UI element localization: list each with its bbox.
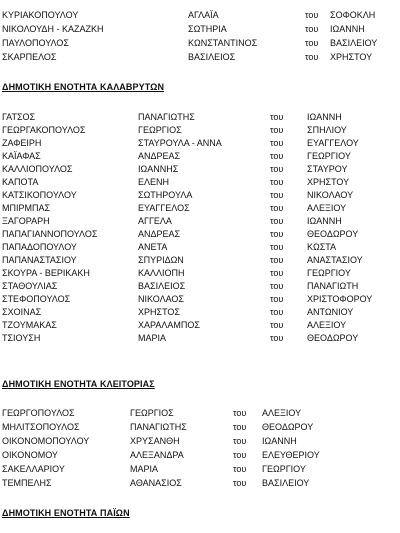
list-row	[0, 408, 400, 420]
surname: ΓΑΤΣΟΣ	[2, 112, 36, 122]
father-name: ΚΩΣΤΑ	[307, 242, 337, 252]
tou-word: του	[270, 112, 284, 122]
section-heading-kalavryton: ΔΗΜΟΤΙΚΗ ΕΝΟΤΗΤΑ ΚΑΛΑΒΡΥΤΩΝ	[2, 82, 165, 92]
surname: ΠΑΠΑΝΑΣΤΑΣΙΟΥ	[2, 255, 77, 265]
first-name: ΣΩΤΗΡΙΑ	[188, 24, 227, 34]
list-row	[0, 268, 400, 280]
first-name: ΣΤΑΥΡΟΥΛΑ - ΑΝΝΑ	[138, 138, 222, 148]
father-name: ΧΡΙΣΤΟΦΟΡΟΥ	[307, 294, 373, 304]
list-row	[0, 294, 400, 306]
father-name: ΘΕΟΔΩΡΟΥ	[307, 333, 359, 343]
first-name: ΑΓΓΕΛΑ	[138, 216, 172, 226]
first-name: ΧΑΡΑΛΑΜΠΟΣ	[138, 320, 200, 330]
surname: ΓΕΩΡΓΑΚΟΠΟΥΛΟΣ	[2, 125, 86, 135]
first-name: ΚΑΛΛΙΟΠΗ	[138, 268, 185, 278]
father-name: ΑΛΕΞΙΟΥ	[307, 203, 347, 213]
tou-word: του	[270, 333, 284, 343]
tou-word: του	[270, 320, 284, 330]
father-name: ΙΩΑΝΝΗ	[307, 216, 342, 226]
first-name: ΚΩΝΣΤΑΝΤΙΝΟΣ	[188, 38, 258, 48]
father-name: ΒΑΣΙΛΕΙΟΥ	[262, 478, 310, 488]
tou-word: του	[270, 268, 284, 278]
first-name: ΑΝΕΤΑ	[138, 242, 168, 252]
list-row	[0, 320, 400, 332]
father-name: ΙΩΑΝΝΗ	[307, 112, 342, 122]
surname: ΤΕΜΠΕΛΗΣ	[2, 478, 52, 488]
tou-word: του	[233, 450, 247, 460]
list-row	[0, 177, 400, 189]
tou-word: του	[270, 281, 284, 291]
father-name: ΣΟΦΟΚΛΗ	[330, 10, 376, 20]
first-name: ΓΕΩΡΓΙΟΣ	[130, 408, 174, 418]
first-name: ΣΠΥΡΙΔΩΝ	[138, 255, 184, 265]
section-heading-paion: ΔΗΜΟΤΙΚΗ ΕΝΟΤΗΤΑ ΠΑΪΩΝ	[2, 508, 130, 518]
first-name: ΒΑΣΙΛΕΙΟΣ	[138, 281, 186, 291]
first-name: ΑΘΑΝΑΣΙΟΣ	[130, 478, 182, 488]
first-name: ΣΩΤΗΡΟΥΛΑ	[138, 190, 193, 200]
tou-word: του	[270, 164, 284, 174]
surname: ΚΑΤΣΙΚΟΠΟΥΛΟΥ	[2, 190, 77, 200]
father-name: ΓΕΩΡΓΙΟΥ	[307, 151, 351, 161]
list-row	[0, 422, 400, 434]
tou-word: του	[233, 478, 247, 488]
list-row	[0, 333, 400, 345]
first-name: ΙΩΑΝΝΗΣ	[138, 164, 179, 174]
list-row	[0, 38, 400, 50]
list-row	[0, 203, 400, 215]
surname: ΜΗΛΙΤΣΟΠΟΥΛΟΣ	[2, 422, 80, 432]
tou-word: του	[305, 52, 319, 62]
tou-word: του	[233, 422, 247, 432]
tou-word: του	[270, 151, 284, 161]
list-row	[0, 151, 400, 163]
father-name: ΓΕΩΡΓΙΟΥ	[262, 464, 306, 474]
surname: ΣΑΚΕΛΛΑΡΙΟΥ	[2, 464, 65, 474]
first-name: ΝΙΚΟΛΑΟΣ	[138, 294, 184, 304]
surname: ΜΠΙΡΜΠΑΣ	[2, 203, 51, 213]
list-row	[0, 229, 400, 241]
list-row	[0, 478, 400, 490]
father-name: ΓΕΩΡΓΙΟΥ	[307, 268, 351, 278]
surname: ΠΑΠΑΔΟΠΟΥΛΟΥ	[2, 242, 77, 252]
surname: ΓΕΩΡΓΟΠΟΥΛΟΣ	[2, 408, 75, 418]
tou-word: του	[270, 125, 284, 135]
first-name: ΑΝΔΡΕΑΣ	[138, 151, 181, 161]
father-name: ΝΙΚΟΛΑΟΥ	[307, 190, 354, 200]
surname: ΣΚΟΥΡΑ - ΒΕΡΙΚΑΚΗ	[2, 268, 90, 278]
surname: ΣΚΑΡΠΕΛΟΣ	[2, 52, 57, 62]
first-name: ΕΥΑΓΓΕΛΟΣ	[138, 203, 190, 213]
surname: ΣΤΕΦΟΠΟΥΛΟΣ	[2, 294, 71, 304]
father-name: ΘΕΟΔΩΡΟΥ	[262, 422, 314, 432]
tou-word: του	[270, 307, 284, 317]
list-row	[0, 125, 400, 137]
surname: ΝΙΚΟΛΟΥΔΗ - ΚΑΖΑΖΚΗ	[2, 24, 104, 34]
father-name: ΣΤΑΥΡΟΥ	[307, 164, 348, 174]
father-name: ΙΩΑΝΝΗ	[262, 436, 297, 446]
first-name: ΕΛΕΝΗ	[138, 177, 170, 187]
tou-word: του	[270, 229, 284, 239]
father-name: ΧΡΗΣΤΟΥ	[307, 177, 350, 187]
first-name: ΜΑΡΙΑ	[138, 333, 167, 343]
first-name: ΒΑΣΙΛΕΙΟΣ	[188, 52, 236, 62]
surname: ΞΑΓΟΡΑΡΗ	[2, 216, 50, 226]
first-name: ΠΑΝΑΓΙΩΤΗΣ	[138, 112, 195, 122]
tou-word: του	[270, 138, 284, 148]
surname: ΟΙΚΟΝΟΜΟΥ	[2, 450, 58, 460]
list-row	[0, 281, 400, 293]
tou-word: του	[270, 216, 284, 226]
surname: ΚΑΪΑΦΑΣ	[2, 151, 41, 161]
tou-word: του	[270, 242, 284, 252]
first-name: ΑΛΕΞΑΝΔΡΑ	[130, 450, 184, 460]
father-name: ΠΑΝΑΓΙΩΤΗ	[307, 281, 359, 291]
first-name: ΓΕΩΡΓΙΟΣ	[138, 125, 182, 135]
tou-word: του	[233, 408, 247, 418]
father-name: ΕΥΑΓΓΕΛΟΥ	[307, 138, 359, 148]
list-row	[0, 190, 400, 202]
father-name: ΑΛΕΞΙΟΥ	[262, 408, 302, 418]
tou-word: του	[270, 203, 284, 213]
first-name: ΑΝΔΡΕΑΣ	[138, 229, 181, 239]
first-name: ΠΑΝΑΓΙΩΤΗΣ	[130, 422, 187, 432]
list-row	[0, 450, 400, 462]
father-name: ΙΩΑΝΝΗ	[330, 24, 365, 34]
surname: ΟΙΚΟΝΟΜΟΠΟΥΛΟΥ	[2, 436, 90, 446]
first-name: ΧΡΗΣΤΟΣ	[138, 307, 180, 317]
first-name: ΜΑΡΙΑ	[130, 464, 159, 474]
list-row	[0, 307, 400, 319]
tou-word: του	[305, 24, 319, 34]
first-name: ΧΡΥΣΑΝΘΗ	[130, 436, 180, 446]
section-heading-kleitorias: ΔΗΜΟΤΙΚΗ ΕΝΟΤΗΤΑ ΚΛΕΙΤΟΡΙΑΣ	[2, 379, 155, 389]
list-row	[0, 138, 400, 150]
father-name: ΕΛΕΥΘΕΡΙΟΥ	[262, 450, 320, 460]
tou-word: του	[270, 294, 284, 304]
tou-word: του	[270, 177, 284, 187]
list-row	[0, 464, 400, 476]
tou-word: του	[270, 255, 284, 265]
surname: ΤΣΙΟΥΣΗ	[2, 333, 41, 343]
tou-word: του	[270, 190, 284, 200]
father-name: ΧΡΗΣΤΟΥ	[330, 52, 373, 62]
list-row	[0, 24, 400, 36]
surname: ΤΖΟΥΜΑΚΑΣ	[2, 320, 57, 330]
surname: ΣΤΑΘΟΥΛΙΑΣ	[2, 281, 58, 291]
father-name: ΣΠΗΛΙΟΥ	[307, 125, 347, 135]
father-name: ΑΝΑΣΤΑΣΙΟΥ	[307, 255, 363, 265]
list-row	[0, 10, 400, 22]
surname: ΣΧΟΙΝΑΣ	[2, 307, 42, 317]
list-row	[0, 242, 400, 254]
list-row	[0, 436, 400, 448]
surname: ΚΑΛΛΙΟΠΟΥΛΟΣ	[2, 164, 73, 174]
list-row	[0, 255, 400, 267]
father-name: ΑΛΕΞΙΟΥ	[307, 320, 347, 330]
tou-word: του	[305, 38, 319, 48]
list-row	[0, 112, 400, 124]
surname: ΚΑΠΟΤΑ	[2, 177, 39, 187]
list-row	[0, 164, 400, 176]
tou-word: του	[233, 436, 247, 446]
tou-word: του	[233, 464, 247, 474]
tou-word: του	[305, 10, 319, 20]
list-row	[0, 52, 400, 64]
list-row	[0, 216, 400, 228]
surname: ΖΑΦΕΙΡΗ	[2, 138, 42, 148]
surname: ΠΑΠΑΓΙΑΝΝΟΠΟΥΛΟΣ	[2, 229, 98, 239]
father-name: ΒΑΣΙΛΕΙΟΥ	[330, 38, 378, 48]
surname: ΚΥΡΙΑΚΟΠΟΥΛΟΥ	[2, 10, 79, 20]
surname: ΠΑΥΛΟΠΟΥΛΟΣ	[2, 38, 69, 48]
father-name: ΘΕΟΔΩΡΟΥ	[307, 229, 359, 239]
first-name: ΑΓΛΑΪΑ	[188, 10, 219, 20]
father-name: ΑΝΤΩΝΙΟΥ	[307, 307, 354, 317]
